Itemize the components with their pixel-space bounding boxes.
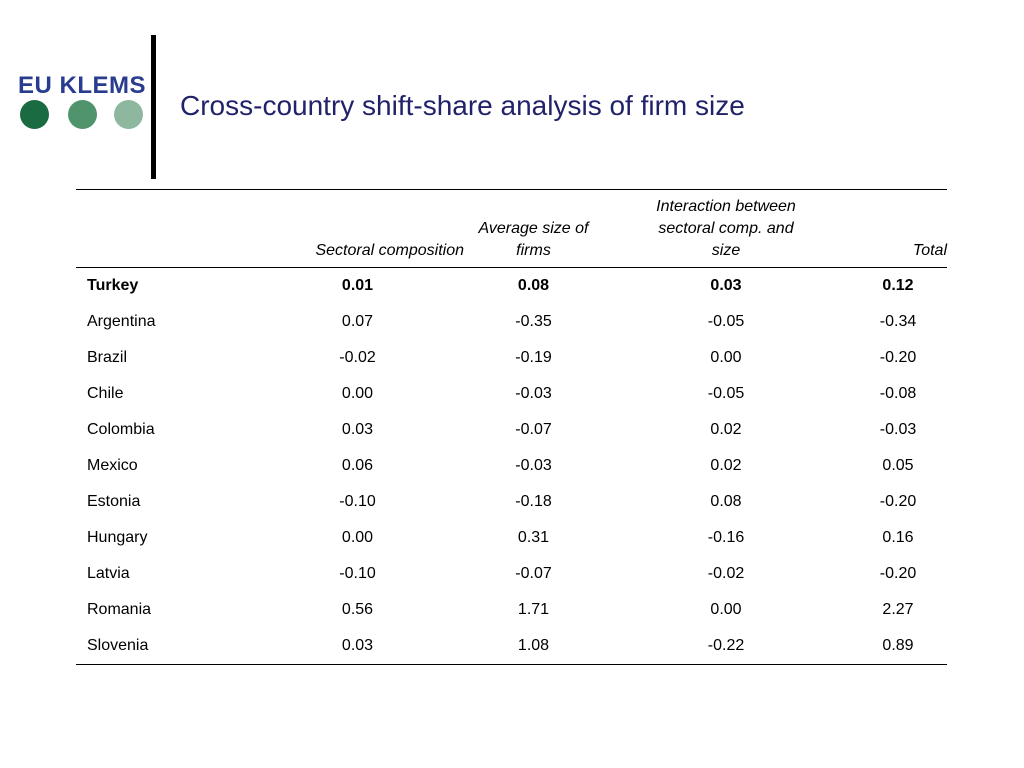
- cell-average: -0.03: [515, 457, 552, 474]
- cell-interaction: -0.05: [707, 385, 745, 402]
- cell-country: Slovenia: [87, 637, 149, 654]
- cell-country: Romania: [87, 601, 152, 618]
- cell-average: -0.03: [515, 385, 552, 402]
- table-row: [76, 268, 947, 305]
- cell-sectoral: -0.10: [339, 565, 376, 582]
- cell-average: -0.35: [515, 313, 552, 330]
- table-header-row: [76, 190, 947, 268]
- table-row: [76, 592, 947, 628]
- logo-dot-medium-icon: [68, 100, 97, 129]
- cell-interaction: 0.02: [710, 457, 742, 474]
- cell-average: 1.71: [517, 601, 550, 618]
- header-total: Total: [912, 242, 947, 259]
- cell-sectoral: 0.06: [341, 457, 374, 474]
- cell-total: -0.20: [879, 565, 917, 582]
- table-row: [76, 412, 947, 448]
- cell-country: Hungary: [87, 529, 148, 546]
- cell-total: 0.89: [882, 637, 914, 654]
- cell-interaction: -0.16: [707, 529, 745, 546]
- cell-interaction: -0.22: [707, 637, 745, 654]
- cell-interaction: 0.08: [710, 493, 742, 510]
- table-row: [76, 484, 947, 520]
- cell-total: -0.20: [879, 349, 917, 366]
- cell-total: 0.16: [882, 529, 914, 546]
- cell-sectoral: 0.56: [341, 601, 374, 618]
- cell-country: Estonia: [87, 493, 141, 510]
- cell-total: -0.20: [879, 493, 917, 510]
- cell-interaction: 0.03: [710, 277, 742, 294]
- table-row: [76, 376, 947, 412]
- header-average-size: Average size of firms: [478, 220, 589, 259]
- logo-dot-light-icon: [114, 100, 143, 129]
- header-interaction: Interaction between sectoral comp. and size: [656, 198, 796, 259]
- logo-dot-dark-icon: [20, 100, 49, 129]
- cell-total: -0.08: [879, 385, 917, 402]
- table-row: [76, 448, 947, 484]
- cell-average: -0.07: [515, 421, 552, 438]
- table-row: [76, 628, 947, 665]
- cell-average: -0.18: [515, 493, 552, 510]
- cell-country: Mexico: [87, 457, 138, 474]
- cell-total: 0.12: [882, 277, 914, 294]
- cell-average: 0.08: [517, 277, 550, 294]
- logo-text: EU KLEMS: [18, 72, 147, 99]
- table-row: [76, 304, 947, 340]
- cell-sectoral: 0.01: [341, 277, 374, 294]
- cell-sectoral: -0.02: [339, 349, 376, 366]
- cell-country: Turkey: [87, 277, 139, 294]
- cell-country: Latvia: [87, 565, 130, 582]
- cell-sectoral: 0.00: [341, 529, 374, 546]
- cell-interaction: 0.00: [710, 601, 742, 618]
- cell-average: 0.31: [517, 529, 550, 546]
- header-country: [76, 190, 251, 268]
- cell-total: -0.34: [879, 313, 917, 330]
- cell-sectoral: -0.10: [339, 493, 376, 510]
- cell-interaction: -0.02: [707, 565, 745, 582]
- table-row: [76, 340, 947, 376]
- cell-sectoral: 0.03: [341, 421, 374, 438]
- cell-interaction: 0.02: [710, 421, 742, 438]
- cell-country: Colombia: [87, 421, 155, 438]
- page-title: Cross-country shift-share analysis of firm size: [180, 90, 745, 121]
- cell-country: Brazil: [87, 349, 128, 366]
- table-row: [76, 556, 947, 592]
- cell-average: -0.19: [515, 349, 552, 366]
- cell-total: -0.03: [879, 421, 917, 438]
- cell-total: 0.05: [882, 457, 914, 474]
- header-sectoral-composition: Sectoral composition: [315, 242, 464, 259]
- cell-total: 2.27: [882, 601, 914, 618]
- cell-interaction: -0.05: [707, 313, 745, 330]
- eu-klems-logo: [18, 72, 148, 132]
- table-row: [76, 520, 947, 556]
- table-body: [76, 268, 947, 665]
- shift-share-table: [76, 189, 947, 665]
- cell-country: Argentina: [87, 313, 156, 330]
- logo-divider: [151, 35, 156, 179]
- cell-average: -0.07: [515, 565, 552, 582]
- cell-average: 1.08: [517, 637, 550, 654]
- cell-sectoral: 0.00: [341, 385, 374, 402]
- cell-sectoral: 0.03: [341, 637, 374, 654]
- cell-country: Chile: [87, 385, 124, 402]
- cell-sectoral: 0.07: [341, 313, 374, 330]
- cell-interaction: 0.00: [710, 349, 742, 366]
